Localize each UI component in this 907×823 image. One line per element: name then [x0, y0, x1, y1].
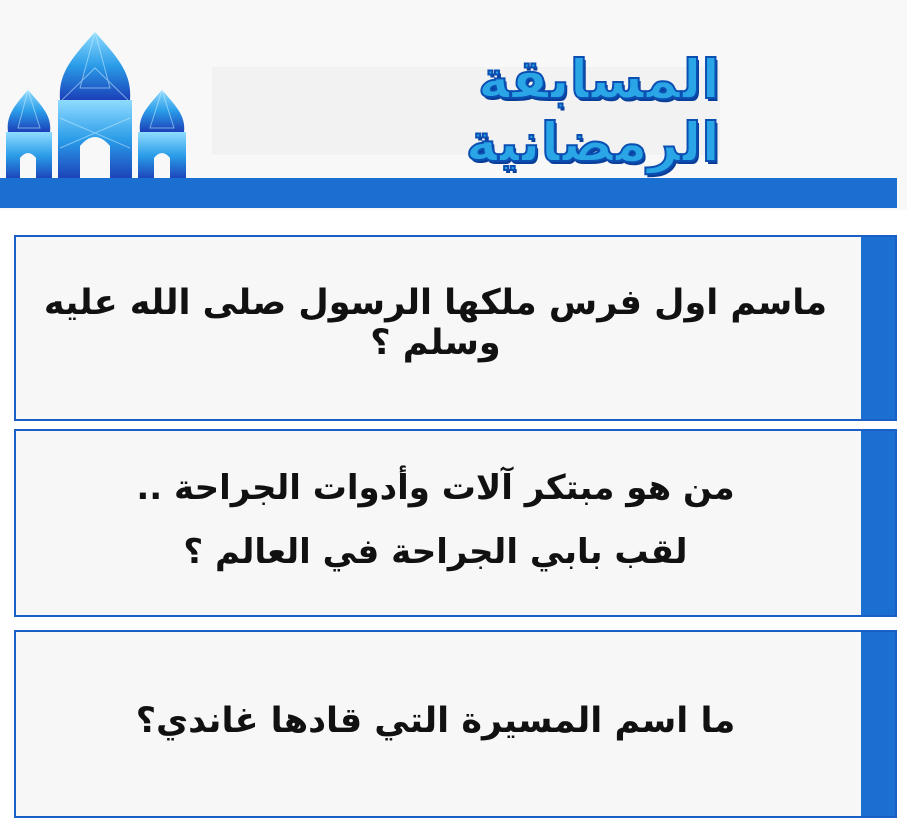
- page-title: المسابقة الرمضانية: [465, 48, 720, 174]
- card-side-bar: [861, 632, 895, 816]
- question-card-3: [14, 630, 897, 818]
- question-text: [16, 431, 855, 615]
- card-side-bar: [861, 237, 895, 419]
- header: [0, 0, 907, 210]
- mosque-icon: [0, 28, 190, 180]
- question-text: [16, 237, 855, 419]
- title-banner: [212, 48, 720, 174]
- question-text: [16, 632, 855, 816]
- question-card-2: [14, 429, 897, 617]
- card-side-bar: [861, 431, 895, 615]
- question-line: ما اسم المسيرة التي قادها غاندي؟: [135, 701, 736, 741]
- question-card-1: [14, 235, 897, 421]
- question-line: من هو مبتكر آلات وأدوات الجراحة ..: [136, 468, 735, 508]
- header-bar: [0, 178, 897, 208]
- question-line: ماسم اول فرس ملكها الرسول صلى الله عليه وسلم ؟: [43, 283, 828, 363]
- question-line: لقب بابي الجراحة في العالم ؟: [183, 532, 688, 572]
